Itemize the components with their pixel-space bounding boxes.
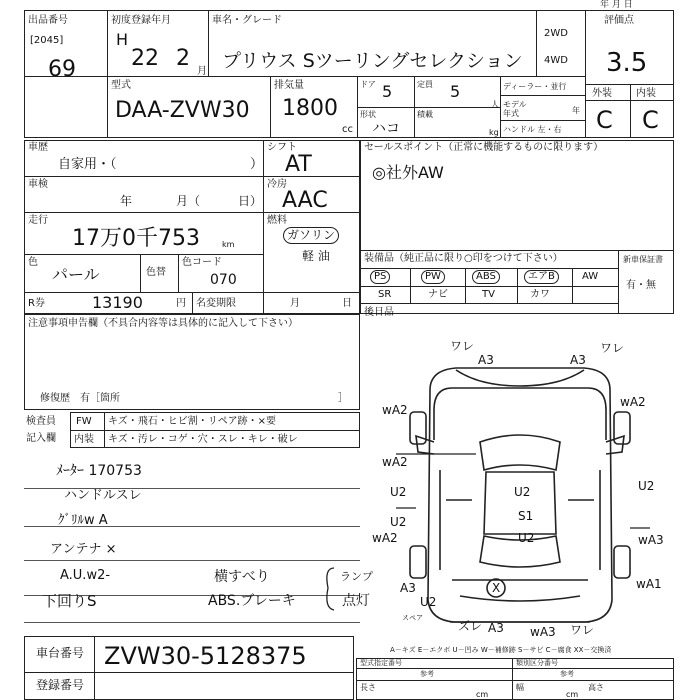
mark-wa3-2: wA3 [530,625,556,639]
exterior-label: 外装 [592,88,612,99]
inspector-label-1: 検査員 [26,416,56,427]
inspector-int: 内装 [74,434,94,445]
equipment-label: 装備品（純正品に限り○印をつけて下さい） [364,253,563,264]
color-value: パール [52,265,100,284]
mark-ware-3: ワレ [570,623,595,637]
inspection-year: 年 [120,194,133,208]
recycle-limit-label: 名変期限 [196,298,236,309]
mark-wa3-1: wA3 [638,533,664,547]
memo-bracket [320,566,340,612]
memo-antenna: アンテナ × [50,542,117,557]
mark-wa2-1: wA2 [382,403,408,417]
usage-close: ） [250,157,264,172]
inspector-label-2: 記入欄 [26,433,56,444]
color-code-label: 色コード [182,257,222,268]
header-fragment: 年 月 日 [600,0,633,10]
shift-value: AT [285,152,312,177]
warranty-value: 有・無 [626,280,656,291]
damage-diagram [360,330,680,648]
usage-label: 車歴 [28,142,48,153]
inspector-fw-items: キズ・飛石・ヒビ割・リペア跡・×要 [108,416,276,427]
sales-point-label: セールスポイント（正常に機能するものに限ります） [364,142,604,153]
color-change-label: 色替 [146,267,166,278]
mark-u2-3: U2 [390,515,407,529]
capacity-value: 5 [450,82,461,101]
spec-ref-1: 参考 [420,670,434,678]
mark-wa2-4: wA2 [372,531,398,545]
equip-abs: ABS [472,270,500,284]
memo-grill: ｸﾞﾘﾙw A [58,513,108,528]
mark-u2-4: U2 [390,485,407,499]
interior-value: C [642,106,659,134]
recycle-value: 13190 [92,293,143,312]
color-code: 070 [210,272,237,288]
model-label: 型式 [111,80,131,91]
shape-value: ハコ [372,121,400,137]
shape-label: 形状 [360,110,376,119]
sales-point-value: ◎社外AW [372,163,444,182]
ac-label: 冷房 [267,179,287,190]
mark-ware-2: ワレ [600,341,625,355]
model-year-unit: 年 [572,106,580,115]
handle-label: ハンドル 左・右 [503,125,562,134]
mark-spare: スペア [402,614,423,622]
lot-label: 出品番号 [28,15,68,26]
drive-4wd: 4WD [544,55,568,66]
doors-value: 5 [382,82,393,101]
inspection-month: 月（ [176,194,201,208]
repair-close: ］ [338,393,348,404]
doors-label: ドア [360,80,376,89]
interior-label: 内装 [636,88,656,99]
fuel-label: 燃料 [267,215,287,226]
drive-2wd: 2WD [544,28,568,39]
capacity-unit: 人 [491,100,499,109]
mark-s1: S1 [518,509,534,523]
memo-light-on: 点灯 [342,593,370,609]
inspector-int-items: キズ・汚レ・コゲ・穴・スレ・キレ・破レ [108,434,298,445]
memo-lamp: ランプ [340,570,373,583]
chassis-label: 車台番号 [36,646,85,660]
equip-sr: SR [378,289,392,300]
repair-label: 修復歴 有［箇所 [40,393,120,404]
mark-wa2-3: wA2 [382,455,408,469]
mark-u2-1: U2 [514,485,531,499]
inspection-label: 車検 [28,179,48,190]
spec-width: 幅 [516,683,524,692]
diagram-legend: A－キズ E－エクボ U－凹み W－補修跡 S－サビ C－腐食 XX－交換済 [390,646,612,654]
first-reg-label: 初度登録年月 [111,15,171,26]
spec-length: 長さ [360,683,376,692]
mark-x: X [492,581,501,595]
load-label: 積載 [417,110,433,119]
memo-auw: A.U.w2- [60,568,111,583]
mark-u2-5: U2 [518,531,535,545]
memo-sideslip: 横すべり [214,569,270,585]
spec-class-label: 類別区分番号 [516,659,558,667]
warranty-label: 新車保証書 [623,255,663,264]
mark-ware-1: ワレ [450,339,475,353]
equip-pw: PW [421,270,445,284]
mileage-label: 走行 [28,215,48,226]
first-reg-year: 22 [131,46,159,71]
shift-label: シフト [267,142,297,153]
mark-wa2-2: wA2 [620,395,646,409]
equip-aw: AW [582,271,599,282]
usage-value: 自家用・（ [58,157,117,172]
lot-number: 69 [48,57,76,82]
memo-abs-brake: ABS.ブレーキ [208,593,296,609]
car-name: プリウス Sツーリングセレクション [222,50,523,72]
recycle-label: R券 [28,298,45,309]
recycle-month: 月 [290,298,300,309]
mark-zure: ズレ [458,619,483,633]
displacement-value: 1800 [282,96,338,121]
spec-model-label: 型式指定番号 [360,659,402,667]
mark-a3-1: A3 [478,353,494,367]
spec-section [356,658,674,700]
lot-code: [2045] [30,35,64,46]
ac-value: AAC [282,188,328,213]
displacement-label: 排気量 [274,80,304,91]
fuel-diesel: 軽 油 [302,249,330,263]
model-value: DAA-ZVW30 [115,98,250,123]
spec-width-cm: cm [566,690,579,699]
color-label: 色 [28,257,38,268]
mark-a3-4: A3 [488,621,504,635]
notes-label: 注意事項申告欄（不具合内容等は具体的に記入して下さい） [28,318,298,329]
displacement-unit: cc [342,124,353,135]
spec-height: 高さ [588,683,604,692]
first-reg-era: H [116,30,129,49]
mark-wa1: wA1 [636,577,662,591]
equip-tv: TV [482,289,495,300]
chassis-value: ZVW30-5128375 [104,642,307,670]
mark-a3-2: A3 [570,353,586,367]
first-reg-month: 2 [176,46,190,71]
model-year-label: モデル年式 [503,100,527,118]
dealer-label: ディーラー・並行 [503,82,567,91]
spec-length-cm: cm [476,690,489,699]
memo-handle: ハンドルスレ [64,488,142,503]
mileage-unit: km [222,240,235,249]
recycle-day: 日 [342,298,352,309]
memo-underbody: 下回りS [42,592,97,610]
capacity-label: 定員 [417,80,433,89]
memo-meter: ﾒｰﾀｰ 170753 [56,463,142,479]
recycle-unit: 円 [176,298,186,309]
first-reg-month-suffix: 月 [197,66,207,77]
name-label: 車名・グレード [212,15,282,26]
fuel-gasoline: ガソリン [283,227,339,244]
load-unit: kg [489,128,499,137]
registration-label: 登録番号 [36,678,85,692]
grade-value: 3.5 [606,48,648,78]
inspection-day: 日） [238,194,263,208]
equip-ps: PS [370,270,390,284]
mark-u2-2: U2 [638,479,655,493]
mileage-value: 17万0千753 [72,226,200,251]
mark-a3-3: A3 [400,581,416,595]
inspector-fw: FW [76,416,92,427]
exterior-value: C [596,106,613,134]
equip-leather: カワ [530,289,550,300]
mark-u2-6: U2 [420,595,437,609]
equip-airbag: エアB [524,270,559,284]
after-label: 後日品 [364,307,394,318]
equip-navi: ナビ [428,289,448,300]
grade-label: 評価点 [604,15,634,26]
spec-ref-2: 参考 [560,670,574,678]
